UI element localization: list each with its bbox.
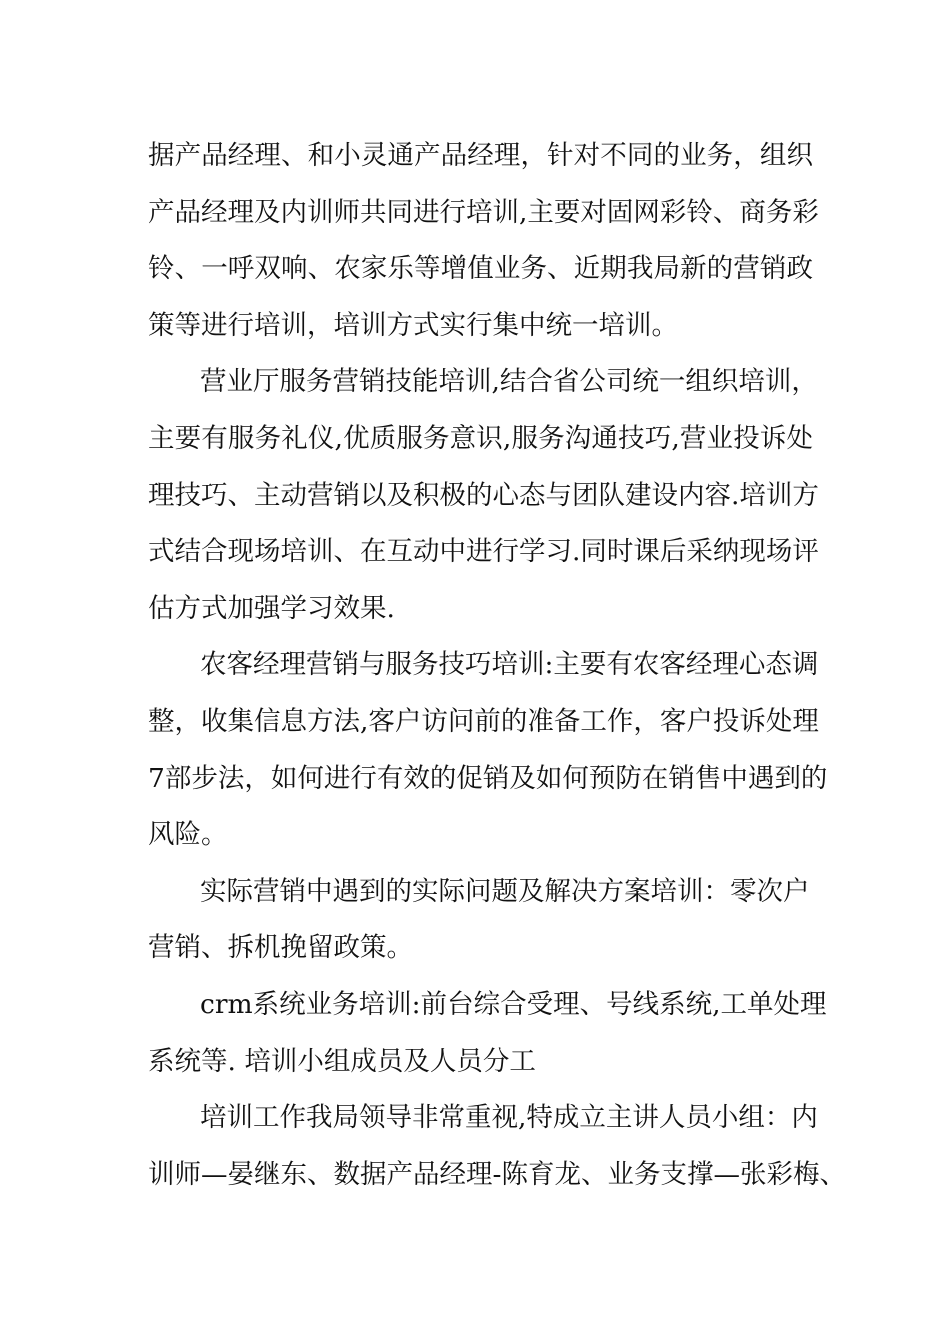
paragraph-first-line: 培训工作我局领导非常重视,特成立主讲人员小组：内 <box>200 1102 818 1134</box>
text-line: 估方式加强学习效果. <box>148 592 395 624</box>
text-line: 整，收集信息方法,客户访问前的准备工作，客户投诉处理 <box>148 705 819 737</box>
text-line: 产品经理及内训师共同进行培训,主要对固网彩铃、商务彩 <box>148 196 819 228</box>
text-line: 营销、拆机挽留政策。 <box>148 932 413 964</box>
text-line: 铃、一呼双响、农家乐等增值业务、近期我局新的营销政 <box>148 253 813 285</box>
text-line: 7部步法，如何进行有效的促销及如何预防在销售中遇到的 <box>148 762 828 794</box>
text-line: 理技巧、主动营销以及积极的心态与团队建设内容.培训方 <box>148 479 819 511</box>
paragraph-first-line: 营业厅服务营销技能培训,结合省公司统一组织培训， <box>200 366 818 398</box>
text-line: 训师—晏继东、数据产品经理-陈育龙、业务支撑—张彩梅、 <box>148 1158 846 1190</box>
paragraph-first-line: crm系统业务培训:前台综合受理、号线系统,工单处理 <box>200 988 827 1020</box>
text-line: 式结合现场培训、在互动中进行学习.同时课后采纳现场评 <box>148 536 819 568</box>
body-text <box>148 128 846 1203</box>
paragraph-first-line: 农客经理营销与服务技巧培训:主要有农客经理心态调 <box>200 649 819 681</box>
text-line: 系统等. 培训小组成员及人员分工 <box>148 1045 536 1077</box>
text-line: 策等进行培训，培训方式实行集中统一培训。 <box>148 309 678 341</box>
text-line: 主要有服务礼仪,优质服务意识,服务沟通技巧,营业投诉处 <box>148 422 813 454</box>
paragraph-first-line: 实际营销中遇到的实际问题及解决方案培训：零次户 <box>200 875 810 907</box>
text-line: 据产品经理、和小灵通产品经理，针对不同的业务，组织 <box>148 140 813 171</box>
text-line: 风险。 <box>148 819 228 851</box>
